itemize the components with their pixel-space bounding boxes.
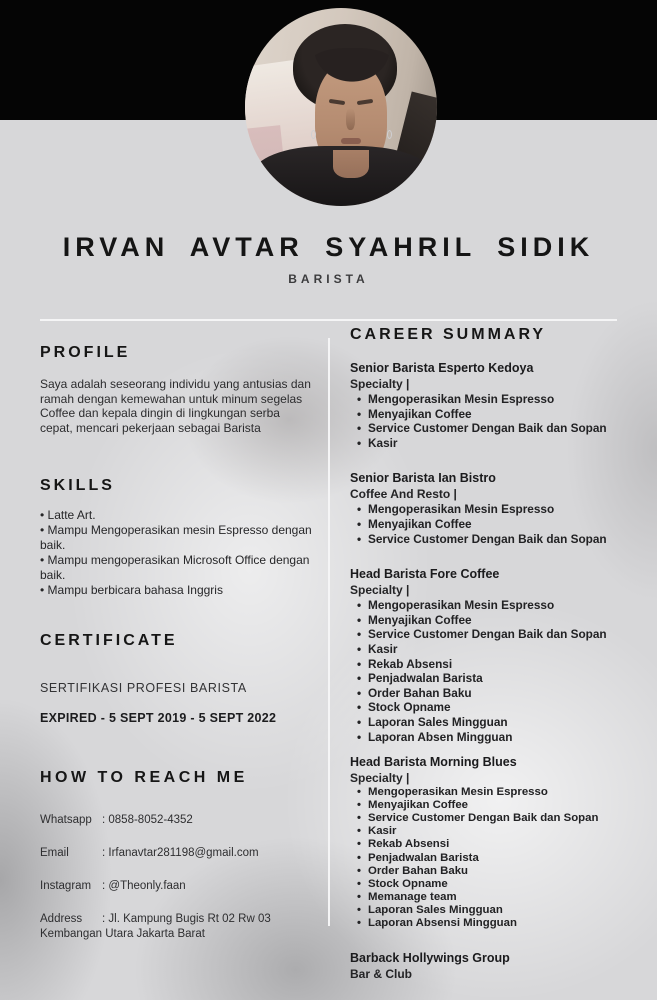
job-bullet: • Kasir [357, 825, 397, 838]
profile-heading: PROFILE [40, 344, 131, 361]
bullet-dot: • [357, 729, 362, 744]
job-block [350, 361, 632, 450]
job-subtitle: Specialty | [350, 377, 410, 391]
contact-row: Address : Jl. Kampung Bugis Rt 02 Rw 03 Kembangan Utara Jakarta Barat [40, 913, 271, 940]
job-bullet: • Kasir [357, 435, 398, 450]
bullet-dot: • [357, 799, 361, 812]
job-bullet: • Service Customer Dengan Baik dan Sopan [357, 812, 599, 825]
job-bullet: • Memanage team [357, 890, 457, 903]
job-title: Head Barista Morning Blues [350, 755, 517, 770]
job-subtitle: Specialty | [350, 771, 410, 786]
job-title: Senior Barista Esperto Kedoya [350, 361, 534, 375]
photo-fringe [309, 48, 395, 86]
skill-item: • Latte Art. [40, 508, 96, 522]
person-name: IRVAN AVTAR SYAHRIL SIDIK [62, 232, 595, 262]
job-bullet: • Laporan Absensi Mingguan [357, 917, 517, 930]
job-bullet: • Menyajikan Coffee [357, 406, 472, 421]
job-bullet: • Laporan Absen Mingguan [357, 729, 513, 744]
job-bullet: • Menyajikan Coffee [357, 516, 472, 531]
left-column [40, 320, 312, 960]
certificate-name: SERTIFIKASI PROFESI BARISTA [40, 681, 247, 695]
bullet-dot: • [357, 700, 362, 715]
job-bullet: • Rekab Absensi [357, 656, 453, 671]
photo-nose [346, 108, 355, 130]
column-divider [328, 338, 330, 926]
job-bullet: • Menyajikan Coffee [357, 799, 469, 812]
job-bullet: • Service Customer Dengan Baik dan Sopan [357, 421, 607, 436]
bullet-dot: • [357, 516, 362, 531]
bullet-dot: • [357, 421, 362, 436]
right-column [350, 326, 632, 982]
bullet-dot: • [357, 685, 362, 700]
job-subtitle: Coffee And Resto | [350, 487, 457, 502]
bullet-dot: • [357, 656, 362, 671]
skills-list [40, 508, 312, 598]
contact-row: Email : Irfanavtar281198@gmail.com [40, 847, 259, 859]
bullet-dot: • [357, 627, 362, 642]
bullet-dot: • [357, 406, 362, 421]
bullet-dot: • [357, 598, 362, 613]
certificate-heading: CERTIFICATE [40, 632, 178, 649]
certificate-expiry: EXPIRED - 5 SEPT 2019 - 5 SEPT 2022 [40, 711, 277, 725]
name-block [0, 232, 657, 286]
skills-heading: SKILLS [40, 477, 115, 494]
job-bullet: • Mengoperasikan Mesin Espresso [357, 392, 555, 406]
job-title: Head Barista Fore Coffee [350, 567, 500, 582]
contact-heading: HOW TO REACH ME [40, 769, 248, 786]
job-bullet: • Mengoperasikan Mesin Espresso [357, 786, 548, 799]
job-block [350, 471, 632, 546]
bullet-dot: • [357, 864, 361, 877]
job-title: Senior Barista Ian Bistro [350, 471, 496, 486]
job-block [350, 755, 632, 930]
bullet-dot: • [357, 502, 362, 517]
contact-label: Instagram [40, 880, 92, 892]
job-bullet: • Rekab Absensi [357, 838, 450, 851]
bullet-dot: • [357, 786, 361, 799]
job-subtitle: Specialty | [350, 583, 410, 598]
profile-text: Saya adalah seseorang individu yang antusias dan ramah dengan kemewahan untuk minum segelas Coffee dan kepala dingin di lingkungan serba cepat, mencari pekerjaan sebagai Barista [40, 377, 311, 435]
bullet-dot: • [357, 812, 361, 825]
person-title: BARISTA [288, 272, 369, 286]
job-bullet: • Penjadwalan Barista [357, 851, 479, 864]
job-title: Barback Hollywings Group [350, 951, 510, 966]
photo-earring-right [387, 130, 392, 139]
contact-label: Email [40, 847, 69, 859]
job-bullet: • Order Bahan Baku [357, 685, 472, 700]
job-block [350, 567, 632, 744]
bullet-dot: • [357, 825, 361, 838]
jobs-list [350, 361, 632, 982]
photo-neck [333, 150, 369, 178]
job-bullet: • Stock Opname [357, 700, 451, 715]
bullet-dot: • [357, 531, 362, 546]
job-block [350, 951, 632, 982]
job-bullet: • Order Bahan Baku [357, 864, 469, 877]
career-summary-heading: CAREER SUMMARY [350, 326, 547, 343]
bullet-dot: • [357, 890, 361, 903]
profile-photo [245, 8, 437, 206]
job-bullet: • Menyajikan Coffee [357, 612, 472, 627]
job-subtitle: Bar & Club [350, 967, 413, 982]
bullet-dot: • [357, 612, 362, 627]
job-bullet: • Penjadwalan Barista [357, 671, 483, 686]
bullet-dot: • [357, 877, 361, 890]
skill-item: • Mampu Mengoperasikan mesin Espresso dengan baik. [40, 523, 312, 552]
job-bullet: • Laporan Sales Mingguan [357, 714, 508, 729]
bullet-dot: • [357, 903, 361, 916]
bullet-dot: • [357, 851, 361, 864]
bullet-dot: • [357, 714, 362, 729]
job-bullet: • Laporan Sales Mingguan [357, 903, 503, 916]
job-bullet: • Mengoperasikan Mesin Espresso [357, 502, 555, 517]
bullet-dot: • [357, 641, 362, 656]
bullet-dot: • [357, 671, 362, 686]
contact-row: Instagram : @Theonly.faan [40, 880, 186, 892]
contact-list [40, 813, 312, 942]
contact-label: Address [40, 913, 83, 925]
photo-lips [341, 138, 361, 144]
bullet-dot: • [357, 838, 361, 851]
job-bullet: • Kasir [357, 641, 398, 656]
bullet-dot: • [357, 917, 361, 930]
photo-earring-left [311, 130, 316, 139]
skill-item: • Mampu mengoperasikan Microsoft Office dengan baik. [40, 553, 310, 582]
job-bullet: • Service Customer Dengan Baik dan Sopan [357, 531, 607, 546]
job-bullet: • Stock Opname [357, 877, 448, 890]
job-bullet: • Service Customer Dengan Baik dan Sopan [357, 627, 607, 642]
skill-item: • Mampu berbicara bahasa Inggris [40, 583, 223, 597]
bullet-dot: • [357, 392, 362, 406]
contact-label: Whatsapp [40, 814, 92, 826]
bullet-dot: • [357, 435, 362, 450]
job-bullet: • Mengoperasikan Mesin Espresso [357, 598, 555, 613]
contact-row: Whatsapp : 0858-8052-4352 [40, 814, 193, 826]
